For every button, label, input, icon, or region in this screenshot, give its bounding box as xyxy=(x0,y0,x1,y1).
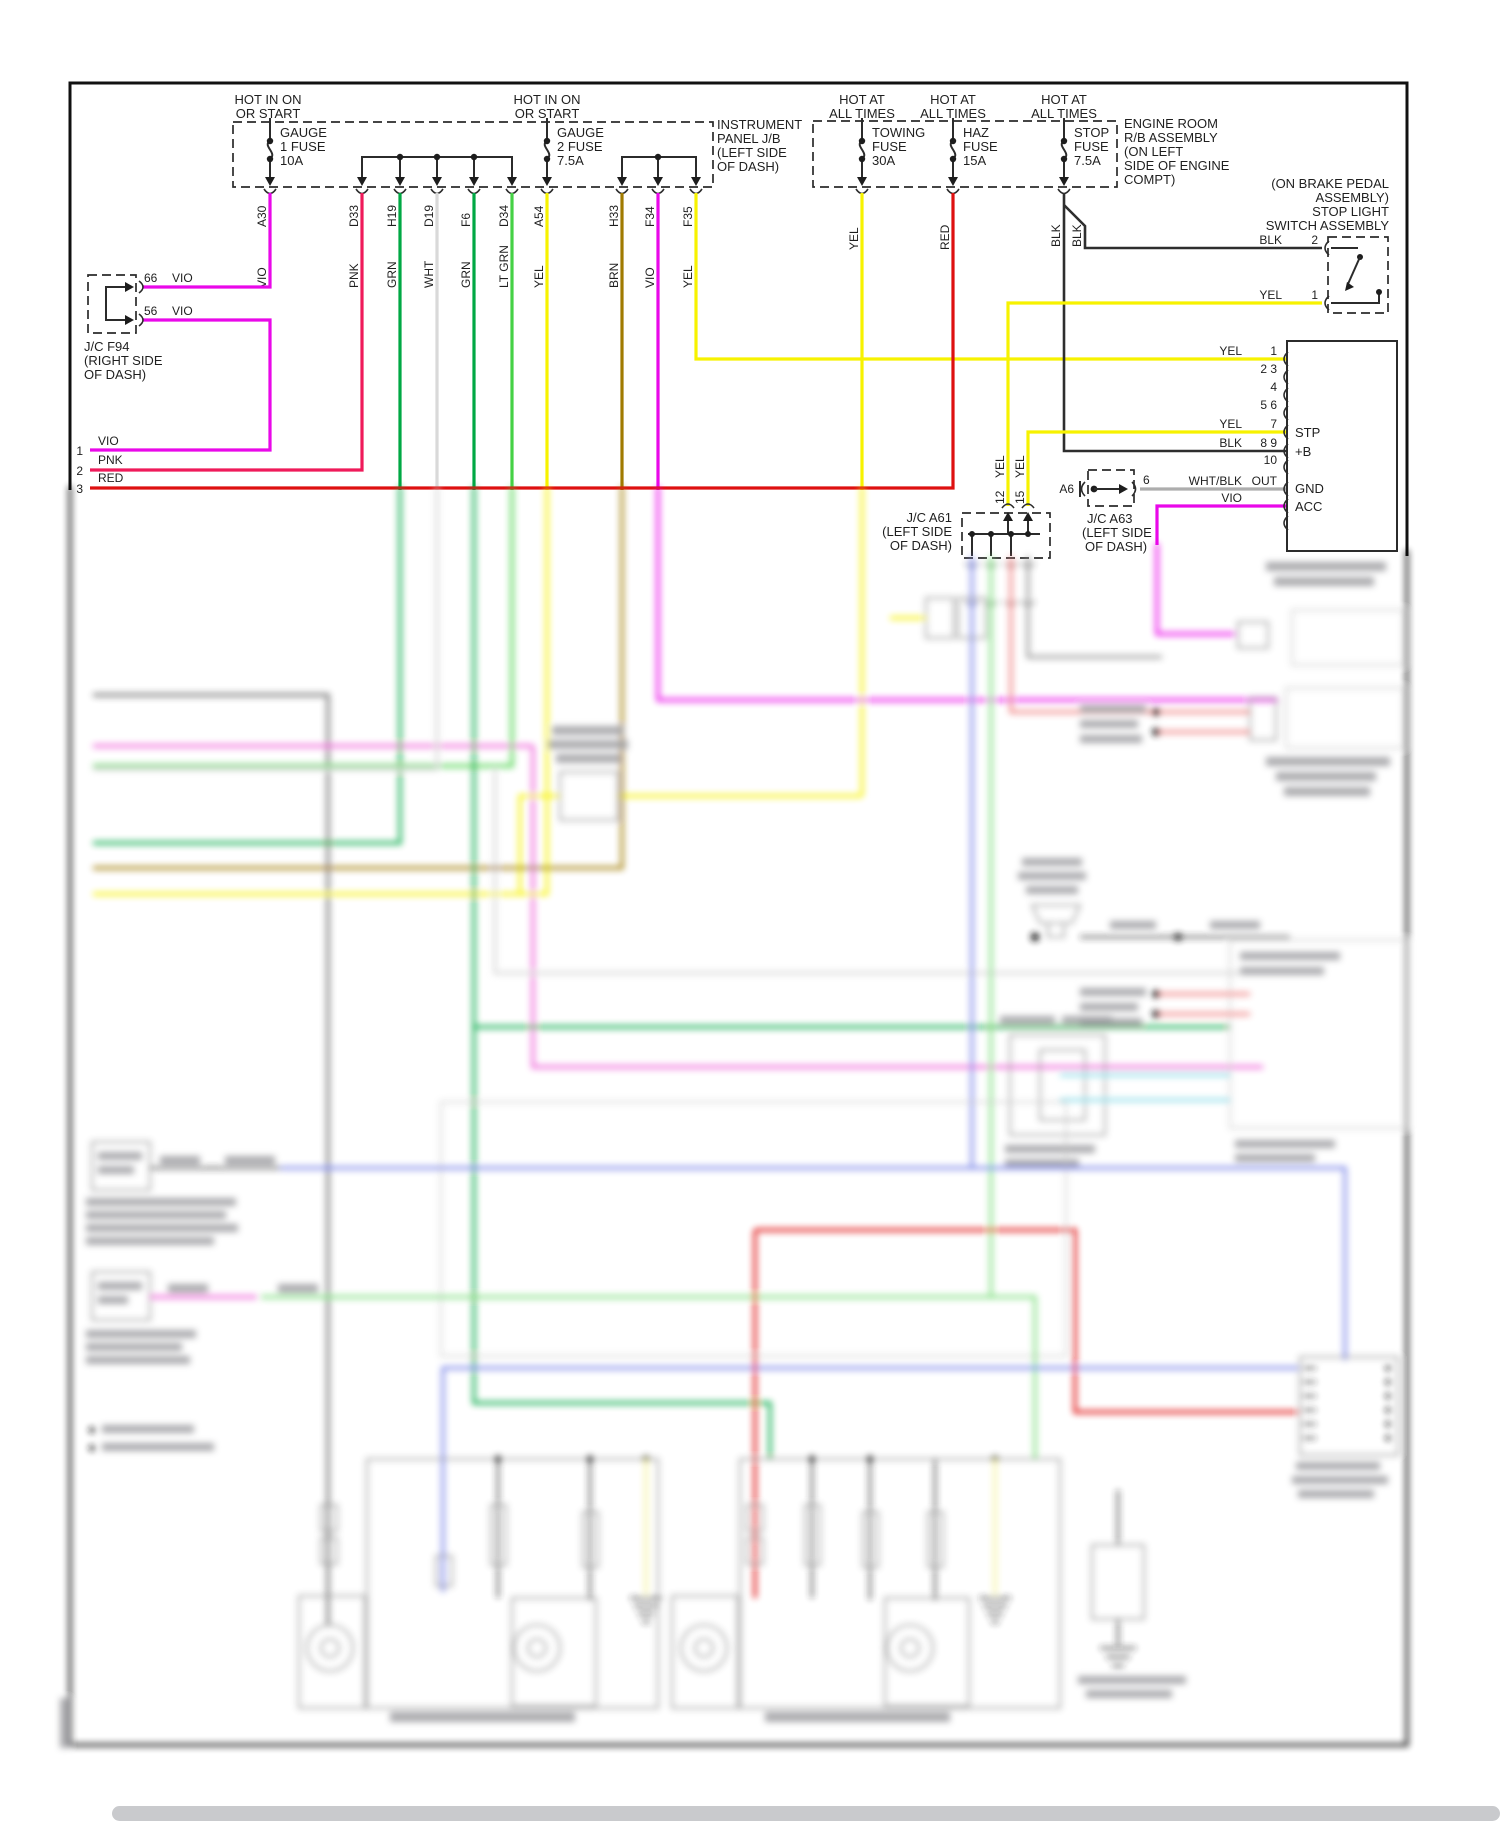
switch-label: STOP LIGHT xyxy=(1312,204,1389,219)
stop-light-switch xyxy=(1259,176,1389,313)
diagram-sharp-section xyxy=(70,83,1407,558)
wire-color: BRN xyxy=(607,262,621,288)
wire-h33-lower xyxy=(93,486,622,868)
jc-a61-name: J/C A61 xyxy=(906,510,952,525)
fuse-label: 7.5A xyxy=(1074,153,1101,168)
feed-label: OR START xyxy=(514,106,580,121)
terminal-name: STP xyxy=(1295,425,1321,440)
pin-number: OUT xyxy=(1251,474,1277,488)
fuse-label: 2 FUSE xyxy=(557,139,603,154)
wire-haz-red xyxy=(90,193,953,488)
fuse-label: 15A xyxy=(963,153,987,168)
wire-color: VIO xyxy=(98,434,119,448)
wire-color: YEL xyxy=(681,265,695,288)
wire-a61-gry xyxy=(1028,556,1162,657)
wire-color: YEL xyxy=(1219,344,1242,358)
pin-number: 6 xyxy=(1143,473,1150,487)
wire-color: GRN xyxy=(385,261,399,288)
pin-number: 12 xyxy=(993,490,1007,504)
wire-color: RED xyxy=(938,224,952,250)
fuse-label: FUSE xyxy=(1074,139,1109,154)
pin-number: 15 xyxy=(1013,490,1027,504)
pin-number: 66 xyxy=(144,271,158,285)
row-number: 1 xyxy=(76,444,83,458)
jc-a63 xyxy=(1059,470,1152,554)
feed-label: HOT AT xyxy=(839,92,885,107)
wire-id-labels xyxy=(255,205,1084,288)
wire-f35-yel xyxy=(696,193,1287,359)
wire-color: VIO xyxy=(1221,491,1242,505)
wire-d34-lower xyxy=(93,486,512,766)
wire-acc-lower xyxy=(1157,543,1235,634)
fuse-label: FUSE xyxy=(963,139,998,154)
far-right-connector xyxy=(1292,1357,1398,1498)
feed-label: HOT AT xyxy=(930,92,976,107)
instrument-panel-jb xyxy=(233,117,802,194)
fuse-label: STOP xyxy=(1074,125,1110,140)
connector-id: A6 xyxy=(1059,482,1074,496)
wire-color: PNK xyxy=(98,453,123,467)
jc-a61 xyxy=(882,455,1050,558)
wire-color: YEL xyxy=(1219,417,1242,431)
wire-color: YEL xyxy=(847,227,861,250)
wire-id: A54 xyxy=(532,205,546,227)
left-headlight-assembly xyxy=(299,1456,662,1723)
pin-number: 5 6 xyxy=(1260,398,1277,412)
engine-pin-cups xyxy=(856,189,1070,194)
wire-a30-vio xyxy=(143,193,270,287)
jc-a63-loc: OF DASH) xyxy=(1085,539,1148,554)
engine-rb-label: COMPT) xyxy=(1124,172,1176,187)
ground-component xyxy=(1078,1490,1186,1698)
wire-color: LT GRN xyxy=(497,245,511,288)
pin-number: 2 xyxy=(1311,233,1318,247)
feed-label: HOT AT xyxy=(1041,92,1087,107)
horizontal-scrollbar-thumb[interactable] xyxy=(112,1806,1500,1821)
jc-a61-loc: (LEFT SIDE xyxy=(882,524,952,539)
jb-bus-2 xyxy=(622,157,696,180)
fuse-label: 7.5A xyxy=(557,153,584,168)
row-number: 2 xyxy=(76,464,83,478)
pin-number: 1 xyxy=(1311,288,1318,302)
wire-id: F35 xyxy=(681,206,695,227)
wire-color: BLK xyxy=(1259,233,1282,247)
wire-color: VIO xyxy=(172,304,193,318)
engine-rb-label: ENGINE ROOM xyxy=(1124,116,1218,131)
feed-label: ALL TIMES xyxy=(920,106,986,121)
wires-sharp xyxy=(90,193,1322,545)
wire-stop-blk-main xyxy=(1064,193,1287,451)
switch-label: (ON BRAKE PEDAL xyxy=(1271,176,1389,191)
wire-color: GRN xyxy=(459,261,473,288)
jc-f94-loc: (RIGHT SIDE xyxy=(84,353,163,368)
right-headlight-assembly xyxy=(672,1456,1060,1723)
fuse-label: TOWING xyxy=(872,125,926,140)
wire-color: BLK xyxy=(1070,224,1084,247)
wire-id: H33 xyxy=(607,204,621,227)
wire-color: RED xyxy=(98,471,124,485)
wire-color: YEL xyxy=(993,455,1007,478)
fuse-label: 30A xyxy=(872,153,896,168)
ip-jb-label: PANEL J/B xyxy=(717,131,781,146)
jc-a61-loc: OF DASH) xyxy=(889,538,952,553)
jb-pin-cups xyxy=(264,189,702,194)
wire-id: A30 xyxy=(255,205,269,227)
jc-f94-loc: OF DASH) xyxy=(84,367,147,382)
engine-rb-label: (ON LEFT xyxy=(1124,144,1184,159)
wire-yel-lower xyxy=(93,486,862,894)
rear-connector xyxy=(1189,341,1397,551)
jc-a63-name: J/C A63 xyxy=(1087,511,1133,526)
engine-rb-label: SIDE OF ENGINE xyxy=(1124,158,1230,173)
terminal-name: ACC xyxy=(1295,499,1323,514)
wire-grn-row xyxy=(261,1297,1035,1459)
feed-label: HOT IN ON xyxy=(513,92,581,107)
jc-f94-name: J/C F94 xyxy=(84,339,130,354)
engine-room-rb xyxy=(813,116,1230,194)
wire-f34-lower xyxy=(658,486,1278,700)
ip-jb-label: OF DASH) xyxy=(717,159,780,174)
wire-id: D19 xyxy=(422,204,436,227)
wire-h19-lower xyxy=(93,486,400,843)
wire-id: F34 xyxy=(643,206,657,227)
fuse-label: HAZ xyxy=(963,125,989,140)
power-feed-labels xyxy=(235,92,1098,121)
fuse-gauge1 xyxy=(265,118,327,186)
wire-color: BLK xyxy=(1219,436,1242,450)
blurred-lower-diagram xyxy=(60,486,1408,1748)
wire-acc-vio xyxy=(1157,506,1287,545)
feed-label: ALL TIMES xyxy=(1031,106,1097,121)
fuse-towing xyxy=(857,118,925,186)
wire-color: VIO xyxy=(255,267,269,288)
wire-color: WHT xyxy=(422,260,436,288)
pin-number: 56 xyxy=(144,304,158,318)
wire-id: D33 xyxy=(347,204,361,227)
terminal-name: GND xyxy=(1295,481,1324,496)
wire-color: YEL xyxy=(1259,288,1282,302)
switch-label: SWITCH ASSEMBLY xyxy=(1265,218,1389,233)
wire-color: YEL xyxy=(1013,455,1027,478)
engine-rb-label: R/B ASSEMBLY xyxy=(1124,130,1218,145)
wire-id: H19 xyxy=(385,204,399,227)
terminal-name: +B xyxy=(1295,444,1312,459)
wire-color: VIO xyxy=(172,271,193,285)
jc-a63-loc: (LEFT SIDE xyxy=(1082,525,1152,540)
wire-color: BLK xyxy=(1049,224,1063,247)
fuse-label: GAUGE xyxy=(557,125,604,140)
pin-number: 2 3 xyxy=(1260,362,1277,376)
feed-label: HOT IN ON xyxy=(234,92,302,107)
wire-color: YEL xyxy=(532,265,546,288)
fuse-label: 10A xyxy=(280,153,304,168)
feed-label: ALL TIMES xyxy=(829,106,895,121)
wire-d19-lower xyxy=(93,486,1240,973)
switch-label: ASSEMBLY) xyxy=(1315,190,1389,205)
wire-color: PNK xyxy=(347,263,361,288)
wire-red-pair xyxy=(1156,994,1250,1014)
pin-number: 7 xyxy=(1270,417,1277,431)
pin-number: 4 xyxy=(1270,380,1277,394)
yel-component-box xyxy=(560,772,618,820)
fuse-label: GAUGE xyxy=(280,125,327,140)
jc-f94-box xyxy=(88,275,136,333)
pin-number: 8 9 xyxy=(1260,436,1277,450)
wire-id: D34 xyxy=(497,204,511,227)
pin-number: 10 xyxy=(1263,453,1277,467)
fuse-stop xyxy=(1059,118,1109,186)
ip-jb-label: INSTRUMENT xyxy=(717,117,803,132)
ip-jb-label: (LEFT SIDE xyxy=(717,145,787,160)
wire-red-long xyxy=(755,1230,1298,1598)
wire-color: WHT/BLK xyxy=(1188,474,1242,488)
pin-number: 1 xyxy=(1270,344,1277,358)
jb-bus-1 xyxy=(362,157,512,180)
wire-id: F6 xyxy=(459,212,473,227)
feed-label: OR START xyxy=(235,106,301,121)
fuse-haz xyxy=(948,118,998,186)
wire-color: VIO xyxy=(643,267,657,288)
fuse-label: FUSE xyxy=(872,139,907,154)
fuse-label: 1 FUSE xyxy=(280,139,326,154)
row-number: 3 xyxy=(76,482,83,496)
fuse-gauge2 xyxy=(542,118,604,186)
diagram-border-lower xyxy=(70,486,1407,1745)
wire-d33-pnk xyxy=(90,193,362,470)
